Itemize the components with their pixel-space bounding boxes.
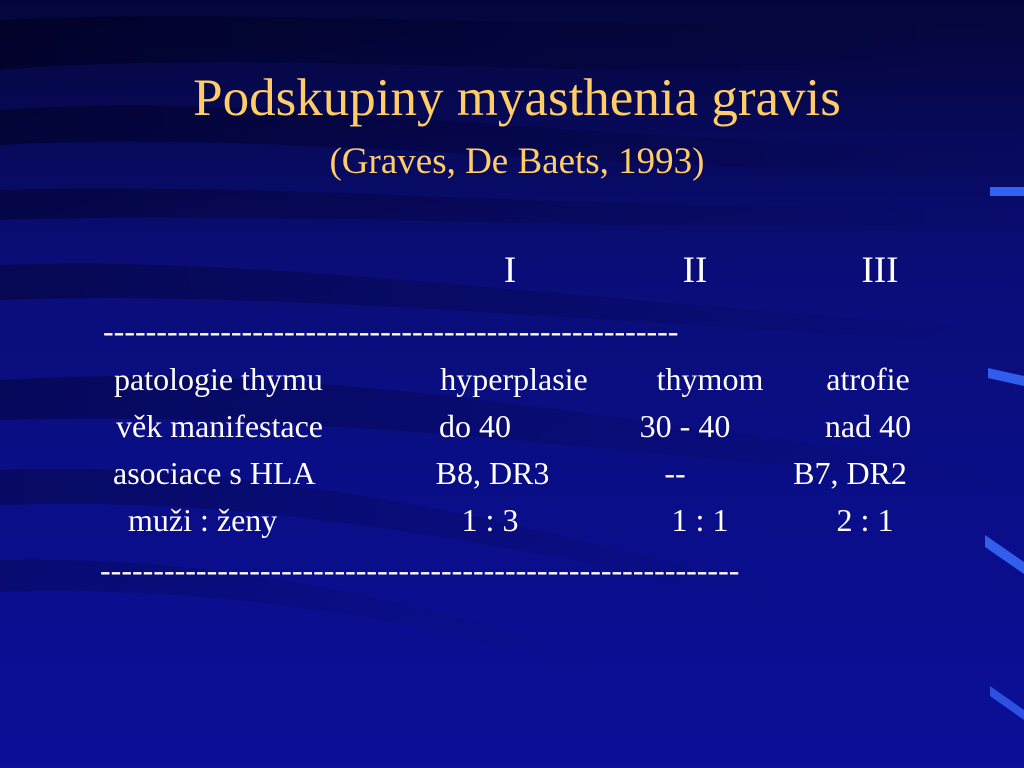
table-cell: -- [664,455,686,491]
row-label: věk manifestace [116,408,323,444]
column-header-iii: III [861,250,899,291]
separator-top: ------------------------------------------------------ [103,313,679,349]
slide-title: Podskupiny myasthenia gravis [193,69,841,127]
row-label: muži : ženy [128,502,278,538]
row-label: asociace s HLA [113,455,316,491]
table-cell: B7, DR2 [793,455,907,491]
table-cell: 30 - 40 [639,408,731,444]
table-cell: 1 : 3 [461,502,519,538]
table-cell: do 40 [439,408,511,444]
row-label: patologie thymu [114,361,323,397]
table-cell: hyperplasie [440,361,588,397]
column-header-ii: II [682,250,708,291]
table-cell: 1 : 1 [671,502,729,538]
table-cell: atrofie [826,361,910,397]
slide-subtitle: (Graves, De Baets, 1993) [329,141,705,182]
column-header-i: I [503,250,517,291]
table-cell: thymom [656,361,764,397]
table-cell: B8, DR3 [435,455,550,491]
separator-bottom: ------------------------------------------------------------ [100,552,740,588]
table-cell: nad 40 [824,408,912,444]
table-cell: 2 : 1 [836,502,894,538]
